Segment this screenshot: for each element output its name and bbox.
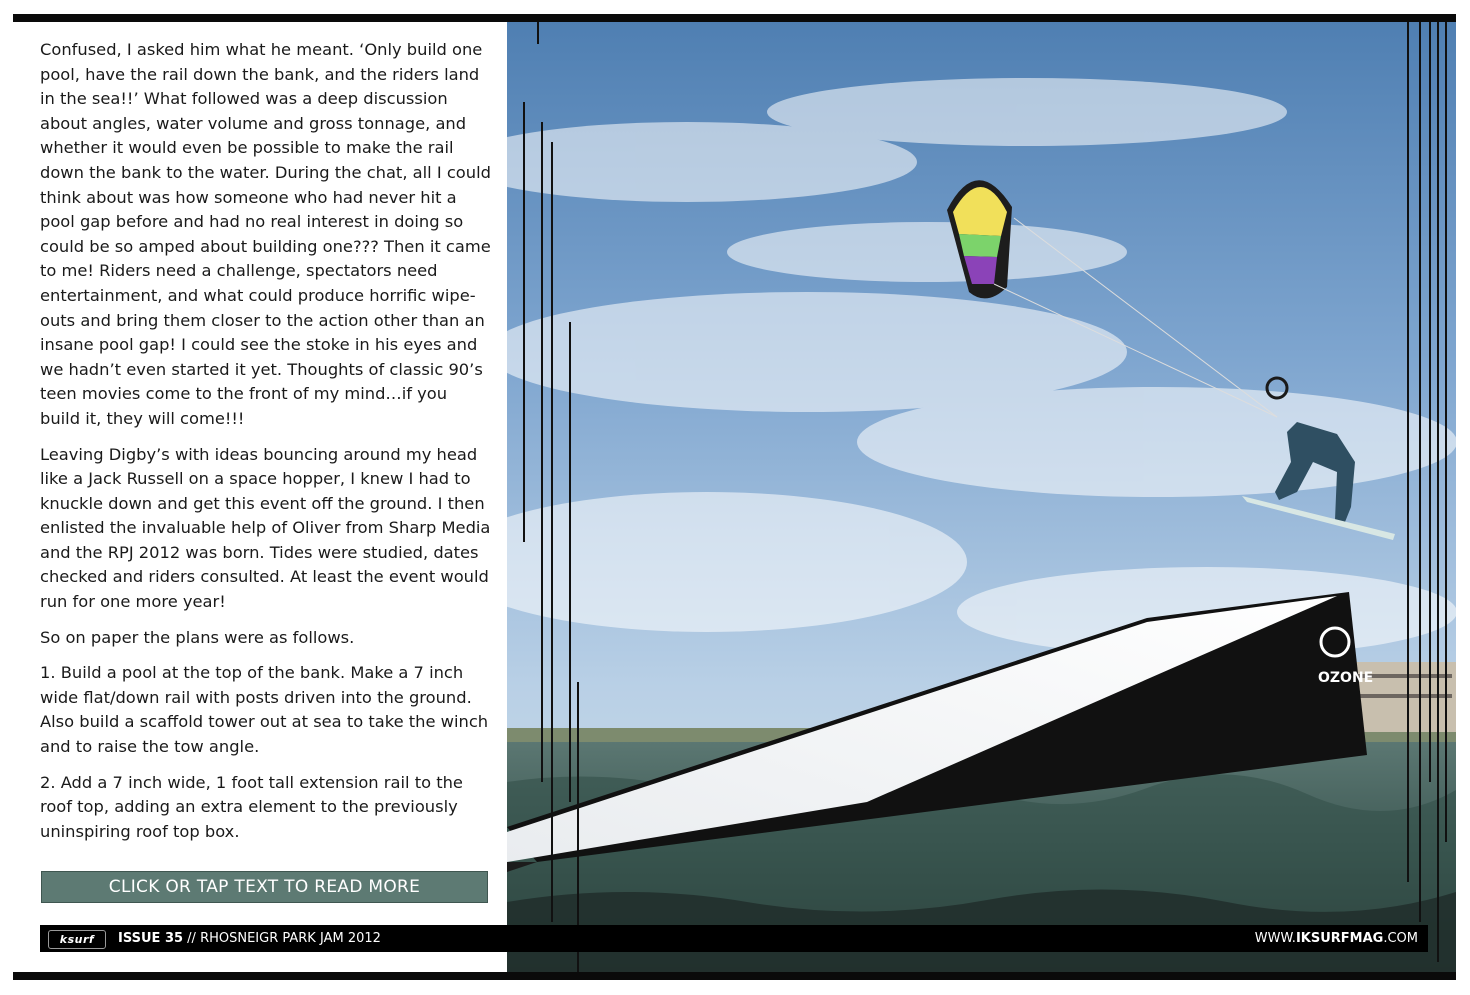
article-paragraph-1: Confused, I asked him what he meant. ‘Only build one pool, have the rail down the bank, and the riders land in the sea!!’ What followed was a deep discussion about angles, water volume and gross tonnage, and whether it would even be possible to make the rail down the bank to the water. During the chat, all I could think about was how someone who had never hit a pool gap before and had no real interest in doing so could be so amped about building one??? Then it came to me! Riders need a challenge, spectators need entertainment, and what could produce horrific wipe-outs and bring them closer to the action other than an insane pool gap! I could see the stoke in his eyes and we hadn’t even started it yet. Thoughts of classic 90’s teen movies come to the front of my mind…if you build it, they will come!!! [40,40,491,428]
site-suffix: .COM [1383,931,1418,946]
issue-number: ISSUE 35 [118,931,184,946]
website-link[interactable] [1255,925,1418,952]
bottom-border-bar [13,972,1456,980]
read-more-button[interactable]: CLICK OR TAP TEXT TO READ MORE [41,871,488,903]
top-border-bar [13,14,1456,22]
issue-label [118,925,381,952]
kite-ramp-photo [507,22,1456,972]
article-paragraph-2: Leaving Digby’s with ideas bouncing around my head like a Jack Russell on a space hopper, I knew I had to knuckle down and get this event off the ground. I then enlisted the invaluable help of Oliver from Sharp Media and the RPJ 2012 was born. Tides were studied, dates checked and riders consulted. At least the event would run for one more year! [40,444,491,612]
ksurf-logo: ksurf [48,930,106,949]
article-paragraph-3: So on paper the plans were as follows. [40,627,355,647]
ramp-brand-text: OZONE [1318,670,1374,686]
article-body[interactable] [40,38,492,855]
issue-title: // RHOSNEIGR PARK JAM 2012 [183,931,381,946]
article-paragraph-5: 2. Add a 7 inch wide, 1 foot tall extension rail to the roof top, adding an extra element to the previously uninspiring roof top box. [40,772,463,841]
site-name: IKSURFMAG [1295,931,1384,946]
page-footer [40,925,1428,952]
site-prefix: WWW. [1254,931,1296,946]
article-paragraph-4: 1. Build a pool at the top of the bank. Make a 7 inch wide flat/down rail with posts driven into the ground. Also build a scaffold tower out at sea to take the winch and to raise the tow angle. [40,663,489,757]
